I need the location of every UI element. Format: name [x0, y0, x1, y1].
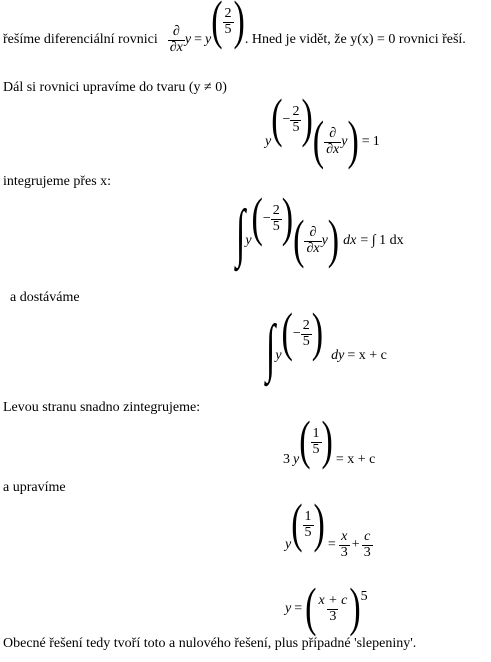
line1-prefix-text: řešíme diferenciální rovnici: [3, 32, 158, 47]
equation-integrated: 3 y ( $\frac{1}{5}$ ) = x + c: [283, 411, 376, 471]
line-4: a dostáváme: [10, 290, 80, 305]
line-7: Obecné řešení tedy tvoří toto a nulového řešení, plus případné 'slepeniny'.: [3, 636, 417, 651]
var-y: y: [184, 32, 192, 47]
equals-sign: =: [194, 32, 202, 47]
equation-integrate: ∫ y ( − $\frac{2}{5}$ ) ( $\frac{\partial}{\partial x}$ y ) dx = ∫ 1 dx: [236, 188, 404, 270]
line-1: [3, 0, 466, 70]
equation-after-integral: ∫ y ( − $\frac{2}{5}$ ) dy = x + c: [266, 303, 387, 385]
equation-rearranged: y ( $\frac{1}{5}$ ) = $\frac{x}{3}$ + $\frac{c}{3}$: [285, 494, 371, 560]
line-5: Levou stranu snadno zintegrujeme:: [3, 400, 201, 415]
line-3: integrujeme přes x:: [3, 174, 112, 189]
line-2: Dál si rovnici upravíme do tvaru (y ≠ 0): [3, 80, 227, 95]
exponent-two-fifths: ( $\frac{2}{5}$ ): [211, 0, 245, 51]
line-6: a upravíme: [3, 480, 66, 495]
equation-separated: y ( − $\frac{2}{5}$ ) ( $\frac{\partial}{\partial x}$ y ) = 1: [265, 89, 380, 171]
var-y: y: [204, 32, 212, 47]
derivative-operator: $\frac{\partial}{\partial x}$: [169, 23, 183, 55]
line1-suffix-text: . Hned je vidět, že y(x) = 0 rovnici řeší.: [244, 32, 466, 47]
equation-solution: y = ( $\frac{x + c}{3}$ ) 5: [285, 578, 368, 638]
